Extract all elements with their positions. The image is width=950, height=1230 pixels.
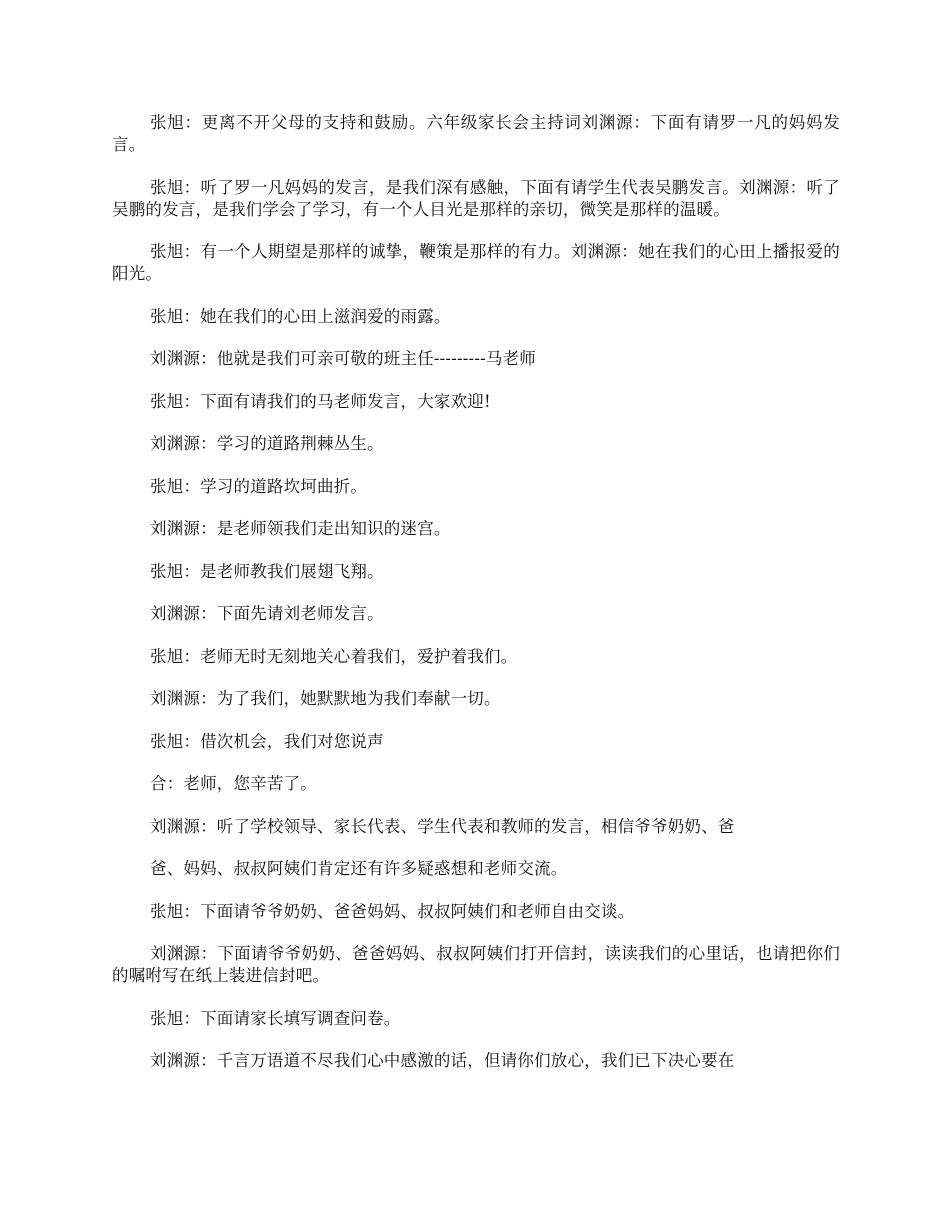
paragraph-20: 张旭：下面请家长填写调查问卷。	[150, 1008, 401, 1028]
paragraph-4: 张旭：她在我们的心田上滋润爱的雨露。	[150, 306, 451, 326]
paragraph-9: 刘渊源：是老师领我们走出知识的迷宫。	[150, 519, 451, 538]
paragraph-11: 刘渊源：下面先请刘老师发言。	[150, 604, 384, 623]
paragraph-8: 张旭：学习的道路坎坷曲折。	[150, 476, 368, 496]
paragraph-6: 张旭：下面有请我们的马老师发言，大家欢迎!	[150, 391, 491, 411]
paragraph-21: 刘渊源：千言万语道不尽我们心中感激的话，但请你们放心，我们已下决心要在	[150, 1051, 735, 1070]
paragraph-18: 张旭：下面请爷爷奶奶、爸爸妈妈、叔叔阿姨们和老师自由交谈。	[150, 901, 635, 921]
paragraph-5: 刘渊源：他就是我们可亲可敬的班主任---------马老师	[150, 349, 536, 368]
paragraph-7: 刘渊源：学习的道路荆棘丛生。	[150, 434, 384, 453]
paragraph-16: 刘渊源：听了学校领导、家长代表、学生代表和教师的发言，相信爷爷奶奶、爸	[150, 816, 735, 836]
paragraph-1: 张旭：更离不开父母的支持和鼓励。六年级家长会主持词刘渊源：下面有请罗一凡的妈妈发言。	[112, 113, 840, 154]
paragraph-10: 张旭：是老师教我们展翅飞翔。	[150, 561, 384, 581]
document-page	[112, 112, 840, 1072]
paragraph-17: 爸、妈妈、叔叔阿姨们肯定还有许多疑惑想和老师交流。	[150, 859, 568, 878]
paragraph-15: 合：老师，您辛苦了。	[150, 774, 317, 793]
paragraph-3: 张旭：有一个人期望是那样的诚挚，鞭策是那样的有力。刘渊源：她在我们的心田上播报爱的阳光。	[112, 242, 840, 283]
paragraph-13: 刘渊源：为了我们，她默默地为我们奉献一切。	[150, 689, 501, 708]
paragraph-12: 张旭：老师无时无刻地关心着我们，爱护着我们。	[150, 646, 518, 666]
paragraph-2: 张旭：听了罗一凡妈妈的发言，是我们深有感触，下面有请学生代表吴鹏发言。刘渊源：听了吴鹏的发言，是我们学会了学习，有一个人目光是那样的亲切，微笑是那样的温暖。	[112, 177, 840, 219]
paragraph-14: 张旭：借次机会，我们对您说声	[150, 731, 384, 751]
paragraph-19: 刘渊源：下面请爷爷奶奶、爸爸妈妈、叔叔阿姨们打开信封，读读我们的心里话，也请把你们的嘱咐写在纸上装进信封吧。	[112, 944, 840, 985]
